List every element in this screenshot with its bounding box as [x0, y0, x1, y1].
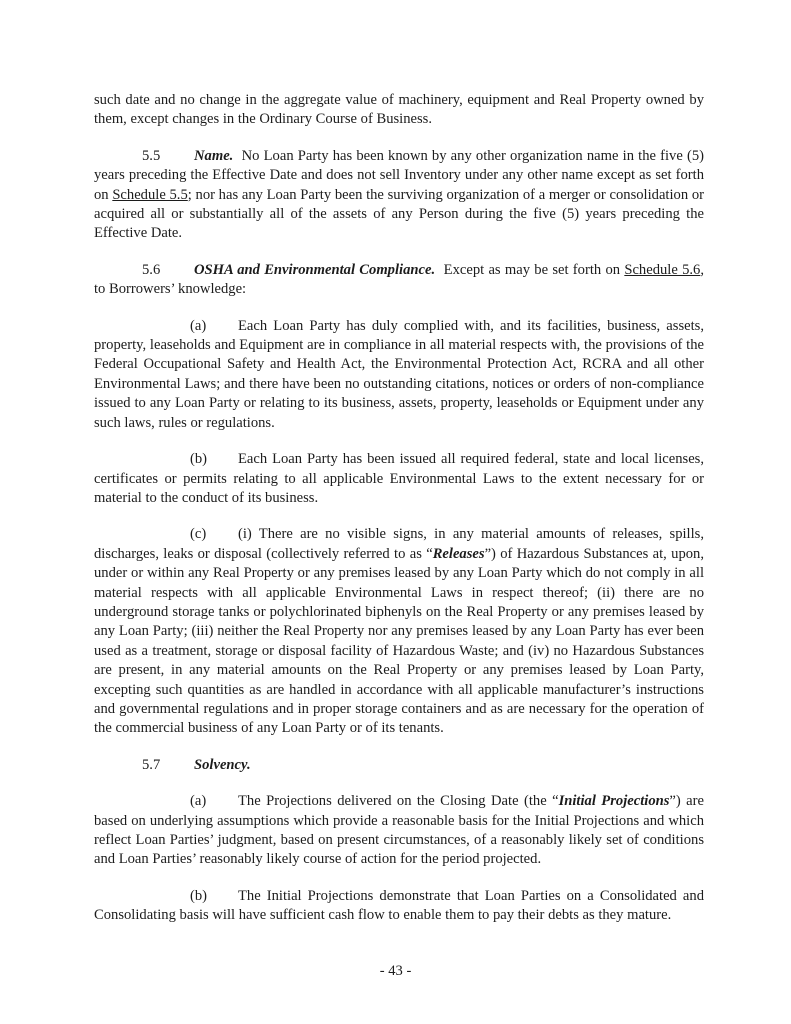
- subsection-label: (c): [190, 526, 207, 543]
- section-text: ; nor has any Loan Party been the surviving organization of a merger or consolidation or acquired all or substantially all of the assets of any Person during the five (5) years preceding the Effective Date.: [94, 186, 704, 242]
- section-text: , to Borrowers’ knowledge:: [94, 261, 704, 298]
- section-5-7-a: [94, 792, 704, 870]
- section-heading: Name: [194, 147, 230, 164]
- section-5-5: 5.5 Name. No Loan Party has been known by any other organization name in the five (5) years preceding the Effective Date and does not sell Inventory under any other name except as set forth on Schedule 5.5; nor has any Loan Party been the surviving organization of a merger or consolidation or acquired all or substantially all of the assets of any Person during the five (5) years preceding the Effective Date.: [94, 147, 704, 242]
- subsection-label: (a): [190, 317, 207, 334]
- subsection-label: (a): [190, 793, 207, 810]
- subsection-text: ”) of Hazardous Substances at, upon, under or within any Real Property or any premises leased by any Loan Party which do not comply in all material respects with all applicable Environmental Laws in respect thereof; (ii) there are no underground storage tanks or polychlorinated biphenyls on the Real Property or any premises leased by any Loan Party; (iii) neither the Real Property nor any premises leased by any Loan Party has ever been used as a treatment, storage or disposal facility of Hazardous Waste; and (iv) no Hazardous Substances are present, in any material amounts on the Real Property or any premises leased by Loan Party, excepting such quantities as are handled in accordance with all applicable manufacturer’s instructions and governmental regulations and in proper storage containers and as are necessary for the operation of the commercial business of any Loan Party or of its tenants.: [94, 545, 704, 737]
- document-page: [94, 91, 704, 926]
- schedule-5-5-link[interactable]: Schedule 5.5: [112, 186, 188, 203]
- carryover-text: such date and no change in the aggregate value of machinery, equipment and Real Property owned by them, except changes in the Ordinary Course of Business.: [94, 92, 704, 128]
- subsection-text: The Projections delivered on the Closing Date (the “: [238, 793, 559, 810]
- subsection-label: (b): [190, 451, 208, 468]
- section-5-6-b: [94, 450, 704, 508]
- section-number: 5.7: [142, 756, 161, 773]
- subsection-text: The Initial Projections demonstrate that Loan Parties on a Consolidated and Consolidating basis will have sufficient cash flow to enable them to pay their debts as they mature.: [94, 887, 704, 924]
- section-number: 5.6: [142, 261, 161, 278]
- schedule-5-6-link[interactable]: Schedule 5.6: [624, 261, 701, 278]
- subsection-text: Each Loan Party has been issued all required federal, state and local licenses, certificates or permits relating to all applicable Environmental Laws to the extent necessary for or material to the conduct of its business.: [94, 451, 704, 506]
- defined-term-initial-projections: Initial Projections: [558, 793, 670, 810]
- section-text: Except as may be set forth on: [443, 261, 625, 278]
- section-number: 5.5: [142, 147, 161, 164]
- section-5-6: 5.6 OSHA and Environmental Compliance. Except as may be set forth on Schedule 5.6, to Borrowers’ knowledge:: [94, 261, 704, 298]
- section-heading: Solvency: [194, 756, 247, 773]
- carryover-paragraph: [94, 91, 704, 130]
- subsection-label: (b): [190, 887, 208, 904]
- section-5-7: 5.7 Solvency.: [94, 756, 704, 775]
- section-heading: OSHA and Environmental Compliance: [194, 261, 432, 278]
- section-5-7-b: [94, 887, 704, 926]
- subsection-text: Each Loan Party has duly complied with, and its facilities, business, assets, property, leaseholds and Equipment are in compliance in all material respects with, the provisions of the Federal Occupational Safety and Health Act, the Environmental Protection Act, RCRA and all other Environmental Laws; and there have been no outstanding citations, notices or orders of non-compliance issued to any Loan Party or relating to its business, assets, property, leaseholds or Equipment under any such laws, rules or regulations.: [94, 317, 704, 431]
- section-5-6-c: [94, 525, 704, 738]
- section-5-6-a: [94, 317, 704, 433]
- section-text: No Loan Party has been known by any other organization name in the five (5) years preceding the Effective Date and does not sell Inventory under any other name except as set forth on: [94, 147, 704, 203]
- defined-term-releases: Releases: [432, 545, 485, 562]
- subsection-text: (i) There are no visible signs, in any material amounts of releases, spills, discharges, leaks or disposal (collectively referred to as “: [94, 526, 704, 562]
- page-number: - 43 -: [379, 963, 412, 979]
- subsection-text: ”) are based on underlying assumptions which provide a reasonable basis for the Initial Projections and which reflect Loan Parties’ judgment, based on present circumstances, of a reasonably likely set of conditions and Loan Parties’ reasonably likely course of action for the period projected.: [94, 793, 704, 868]
